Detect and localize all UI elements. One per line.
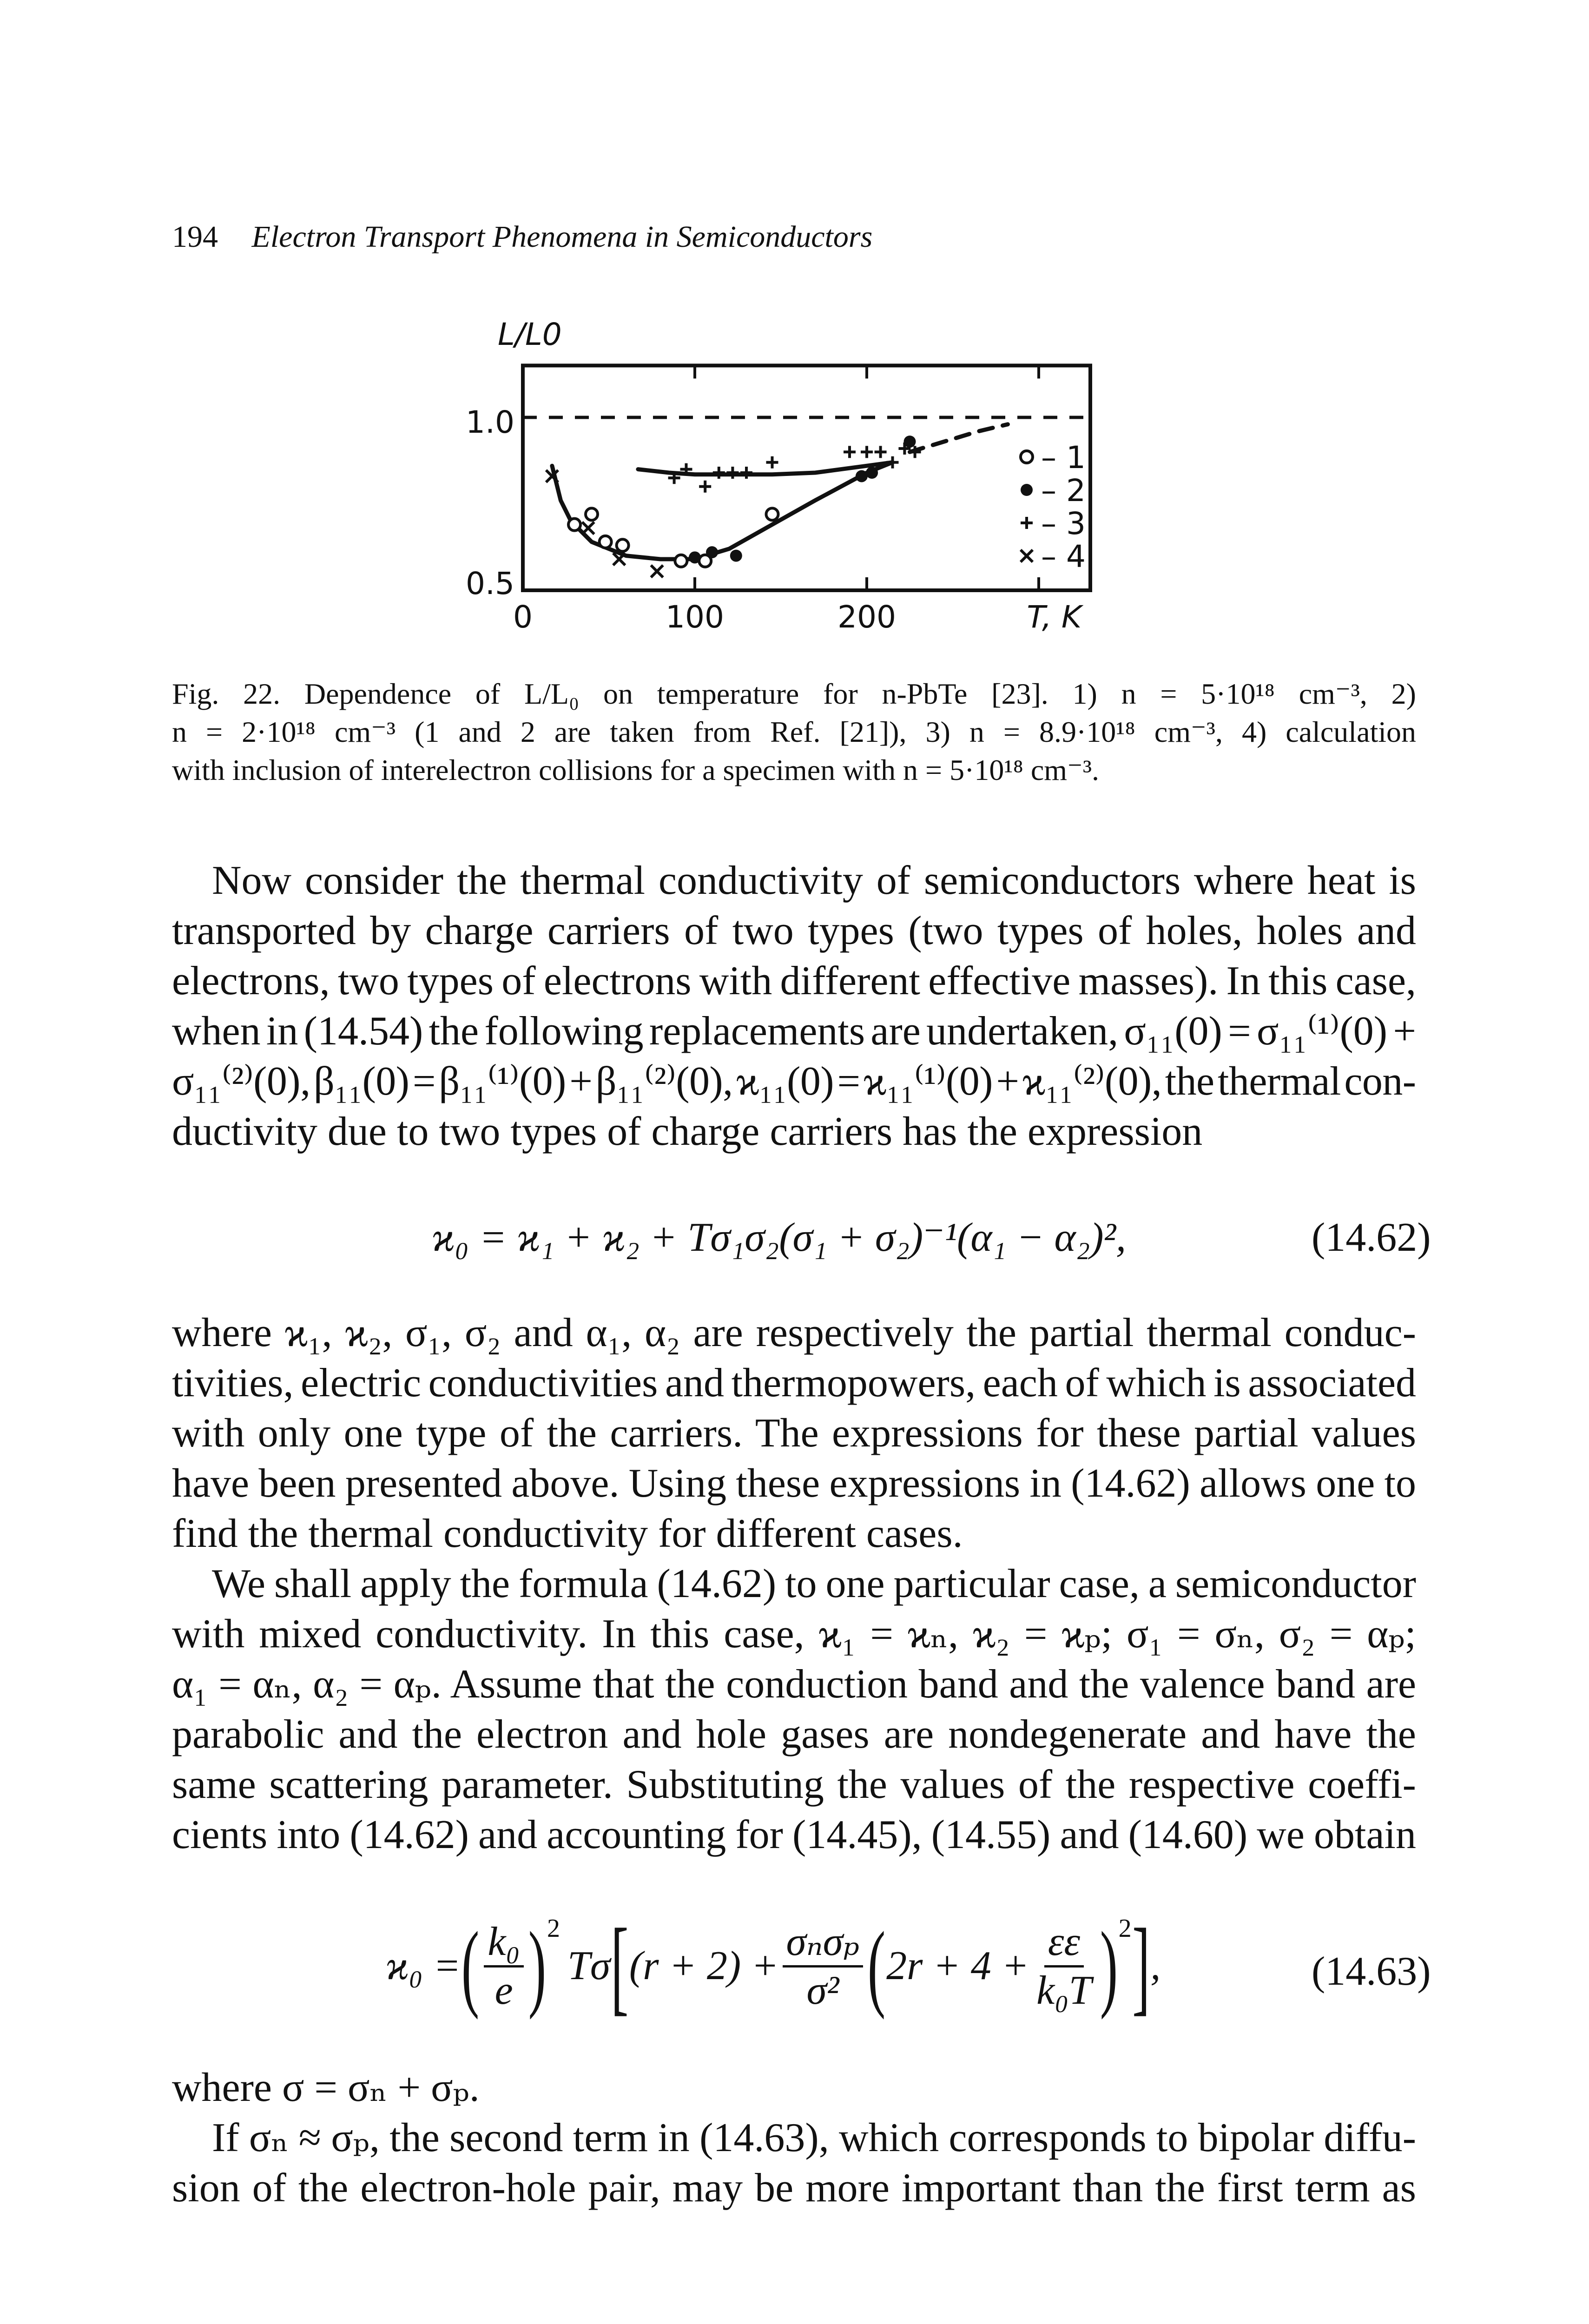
para3-line-3: α₁ = αₙ, α₂ = αₚ. Assume that the conduction band and the valence band are <box>172 1662 1417 1707</box>
x-tick-label: 200 <box>837 599 896 635</box>
tick-labels <box>466 404 896 635</box>
book-title: Electron Transport Phenomena in Semiconductors <box>251 220 873 254</box>
term-r-plus-2: (r + 2) + <box>629 1943 779 1988</box>
para1-line-3: electrons, two types of electrons with different effective masses). In this case, <box>172 958 1417 1004</box>
para3-line-2: with mixed conductivity. In this case, ϰ₁ = ϰₙ, ϰ₂ = ϰₚ; σ₁ = σₙ, σ₂ = αₚ; <box>172 1611 1416 1657</box>
data-point-series-2 <box>689 551 701 563</box>
para4-line-1: If σₙ ≈ σₚ, the second term in (14.63), which corresponds to bipolar diffu- <box>212 2115 1417 2160</box>
data-point-series-2 <box>866 467 878 479</box>
figure-caption-line-1: Fig. 22. Dependence of L/L₀ on temperature for n-PbTe [23]. 1) n = 5·10¹⁸ cm⁻³, 2) <box>172 677 1416 710</box>
data-point-series-1 <box>617 539 629 551</box>
legend <box>1021 440 1086 574</box>
para2-line-4: have been presented above. Using these expressions in (14.62) allows one to <box>172 1461 1417 1506</box>
exponent-2-inner: 2 <box>1118 1914 1132 1943</box>
left-bracket: [ <box>611 1907 629 2025</box>
data-point-series-1 <box>568 519 580 531</box>
legend-marker-3 <box>1021 517 1033 529</box>
right-paren-inner: ) <box>1100 1912 1118 2020</box>
data-point-series-2 <box>706 546 718 558</box>
data-point-series-3 <box>861 446 873 458</box>
k0-over-e: $\frac{\text{k₀}}{e}$ <box>484 1921 524 2011</box>
t-sigma: Tσ <box>567 1943 611 1988</box>
para3-line-6: cients into (14.62) and accounting for (14.45), (14.55) and (14.60) we obtain <box>172 1812 1416 1857</box>
legend-marker-4 <box>1021 550 1033 562</box>
data-point-series-1 <box>675 555 687 567</box>
para1-line-2: transported by charge carriers of two types (two types of holes, holes and <box>172 908 1416 953</box>
page-number: 194 <box>172 220 218 254</box>
data-point-series-3 <box>713 467 725 479</box>
figure-caption-line-2: n = 2·10¹⁸ cm⁻³ (1 and 2 are taken from Ref. [21]), 3) n = 8.9·10¹⁸ cm⁻³, 4) calculation <box>172 715 1417 748</box>
legend-marker-1 <box>1021 451 1033 463</box>
data-point-series-1 <box>586 508 598 520</box>
x-axis-label: T, K <box>1027 599 1082 635</box>
data-point-series-3 <box>699 481 711 493</box>
right-bracket: ] <box>1132 1907 1150 2025</box>
eq-14-62-lhs: ϰ₀ <box>432 1215 469 1260</box>
para2-line-1: where ϰ₁, ϰ₂, σ₁, σ₂ and α₁, α₂ are respectively the partial thermal conduc- <box>172 1310 1417 1355</box>
x-tick-label: 100 <box>666 599 724 635</box>
y-tick-label: 1.0 <box>466 404 514 440</box>
data-point-series-3 <box>740 467 752 479</box>
data-point-series-1 <box>766 508 778 520</box>
legend-label-1: – 1 <box>1041 440 1086 475</box>
right-paren: ) <box>528 1912 547 2020</box>
left-paren: ( <box>462 1912 480 2020</box>
para2-line-2: tivities, electric conductivities and thermopowers, each of which is associated <box>172 1360 1417 1406</box>
x-tick-label: 0 <box>513 599 533 635</box>
data-point-series-2 <box>730 550 742 562</box>
data-point-series-1 <box>600 536 612 548</box>
plot-border <box>523 365 1090 590</box>
data-point-series-3 <box>875 446 887 458</box>
eq-14-63-lhs: ϰ₀ = <box>386 1943 461 1988</box>
para1-line-4: when in (14.54) the following replacements are undertaken, σ₁₁(0) = σ₁₁⁽¹⁾(0) + <box>172 1009 1417 1054</box>
plot-frame <box>523 365 1090 590</box>
figure-caption-line-3: with inclusion of interelectron collisions for a specimen with n = 5·10¹⁸ cm⁻³. <box>172 753 1100 786</box>
para4-line-2: sion of the electron-hole pair, may be more important than the first term as <box>172 2166 1416 2211</box>
data-point-series-3 <box>844 446 856 458</box>
y-tick-label: 0.5 <box>466 566 514 601</box>
y-axis-label: L/L0 <box>498 317 562 352</box>
eq-14-62-rhs: = ϰ₁ + ϰ₂ + Tσ₁σ₂(σ₁ + σ₂)⁻¹(α₁ − α₂)², <box>479 1215 1126 1260</box>
left-paren-inner: ( <box>867 1912 886 2020</box>
para3-line-1: We shall apply the formula (14.62) to one particular case, a semiconductor <box>212 1561 1417 1606</box>
para3-line-4: parabolic and the electron and hole gases are nondegenerate and have the <box>172 1712 1416 1757</box>
data-markers <box>546 436 921 577</box>
para2-line-3: with only one type of the carriers. The expressions for these partial values <box>172 1411 1416 1456</box>
where-sigma-line: where σ = σₙ + σₚ. <box>172 2065 480 2110</box>
data-point-series-4 <box>582 522 594 534</box>
data-point-series-3 <box>726 467 738 479</box>
sigma-n-sigma-p-over-sigma-squared: $\frac{\text{σₙσₚ}}{\text{σ²}}$ <box>783 1921 864 2011</box>
equation-14-63: ϰ₀ = ( $\frac{\text{k₀}}{e}$ ) 2 Tσ [ (r + 2) + $\frac{\text{σₙσₚ}}{\text{σ²}}$ ( 2r + 4 + $\frac{\varepsilon\varepsilon}{\text{k₀T}}$ ) 2 ] , <box>386 1907 1161 2025</box>
legend-label-3: – 3 <box>1041 506 1086 541</box>
running-header <box>172 222 872 252</box>
para1-line-6: ductivity due to two types of charge carriers has the expression <box>172 1109 1203 1154</box>
legend-marker-2 <box>1021 484 1033 496</box>
data-point-series-3 <box>887 456 899 469</box>
legend-label-2: – 2 <box>1041 473 1086 508</box>
para3-line-5: same scattering parameter. Substituting the values of the respective coeffi- <box>172 1762 1416 1807</box>
data-point-series-2 <box>856 470 868 482</box>
data-point-series-3 <box>766 456 778 469</box>
exponent-2: 2 <box>547 1914 560 1943</box>
epsilon-over-k0T: $\frac{\varepsilon\varepsilon}{\text{k₀T}}$ <box>1036 1919 1092 2013</box>
para1-line-1: Now consider the thermal conductivity of semiconductors where heat is <box>212 858 1417 903</box>
curve-4-ext <box>910 424 1008 452</box>
data-point-series-4 <box>651 565 663 577</box>
para2-line-5: find the thermal conductivity for different cases. <box>172 1511 963 1556</box>
curve-3 <box>638 462 893 475</box>
equation-number-14-62: (14.62) <box>1312 1215 1431 1260</box>
figure-22-chart <box>465 288 1139 651</box>
legend-label-4: – 4 <box>1041 539 1086 574</box>
equation-14-62 <box>432 1217 1126 1258</box>
equation-number-14-63: (14.63) <box>1312 1949 1431 1994</box>
para1-line-5: σ₁₁⁽²⁾(0), β₁₁(0) = β₁₁⁽¹⁾(0) + β₁₁⁽²⁾(0), ϰ₁₁(0) = ϰ₁₁⁽¹⁾(0) + ϰ₁₁⁽²⁾(0), the thermal con- <box>172 1059 1416 1104</box>
term-2r-plus-4: 2r + 4 + <box>886 1943 1029 1988</box>
